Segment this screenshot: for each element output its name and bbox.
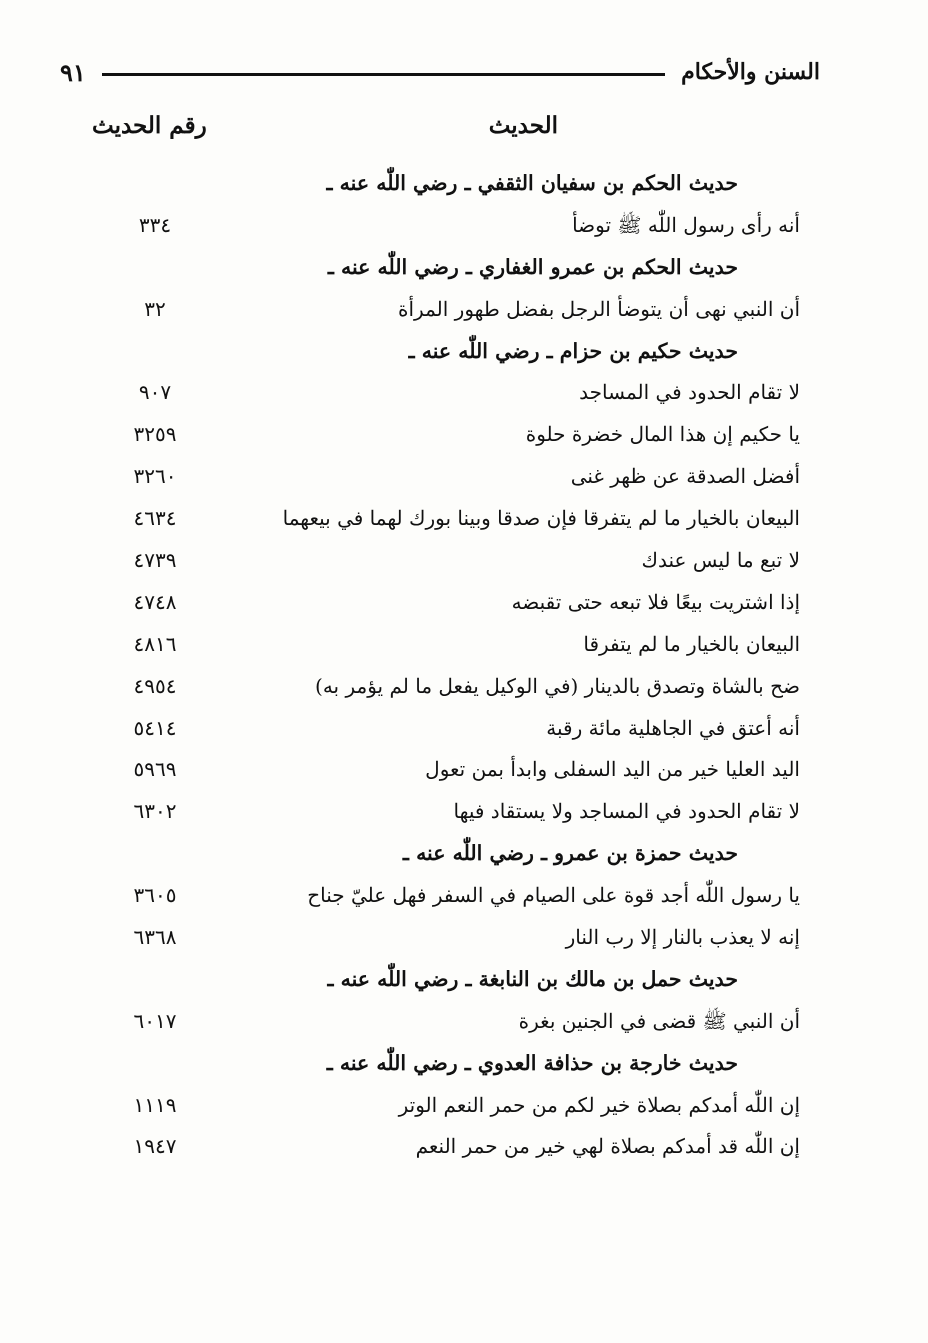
hadith-text: إن اللّٰه قد أمدكم بصلاة لهي خير من حمر النعم [415, 1134, 800, 1159]
hadith-row [0, 748, 928, 790]
section-heading: حديث حمزة بن عمرو ـ رضي اللّٰه عنه ـ [402, 841, 738, 866]
hadith-text: أن النبي ﷺ قضى في الجنين بغرة [518, 1008, 800, 1033]
hadith-row [0, 1125, 928, 1167]
hadith-number: ٤٧٣٩ [133, 548, 177, 573]
section-heading: حديث الحكم بن سفيان الثقفي ـ رضي اللّٰه عنه ـ [326, 171, 738, 195]
hadith-text: أفضل الصدقة عن ظهر غنى [570, 464, 800, 489]
hadith-text: إنه لا يعذب بالنار إلا رب النار [565, 925, 800, 950]
hadith-number: ٤٧٤٨ [133, 589, 177, 614]
hadith-row [0, 790, 928, 832]
hadith-number: ٤٦٣٤ [133, 506, 177, 531]
hadith-row [0, 665, 928, 707]
hadith-row [0, 288, 928, 330]
section-heading-row [0, 162, 928, 204]
hadith-row [0, 539, 928, 581]
hadith-row [0, 204, 928, 246]
hadith-text: ضح بالشاة وتصدق بالدينار (في الوكيل يفعل ما لم يؤمر به) [315, 673, 800, 698]
hadith-text: يا رسول اللّٰه أجد قوة على الصيام في السفر فهل عليّ جناح [307, 883, 800, 908]
hadith-text: لا تقام الحدود في المساجد ولا يستقاد فيها [453, 799, 800, 824]
hadith-text: إن اللّٰه أمدكم بصلاة خير لكم من حمر النعم الوتر [398, 1092, 800, 1117]
hadith-number: ٣٢ [144, 296, 166, 321]
hadith-row [0, 497, 928, 539]
section-heading-row [0, 958, 928, 1000]
section-heading-row [0, 330, 928, 372]
hadith-number: ٦٠١٧ [133, 1008, 177, 1033]
hadith-row [0, 1000, 928, 1042]
hadith-text: يا حكيم إن هذا المال خضرة حلوة [525, 422, 800, 447]
section-heading-row [0, 832, 928, 874]
hadith-number: ٣٢٥٩ [133, 422, 177, 447]
hadith-text: البيعان بالخيار ما لم يتفرقا فإن صدقا وبينا بورك لهما في بيعهما [282, 506, 800, 531]
section-heading: حديث الحكم بن عمرو الغفاري ـ رضي اللّٰه عنه ـ [327, 254, 738, 279]
hadith-text: أنه رأى رسول اللّٰه ﷺ توضأ [572, 212, 800, 237]
section-heading: حديث خارجة بن حذافة العدوي ـ رضي اللّٰه عنه ـ [326, 1050, 738, 1075]
column-header-number: رقم الحديث [92, 112, 207, 139]
hadith-text: لا تقام الحدود في المساجد [579, 380, 800, 405]
section-heading-row [0, 246, 928, 288]
header-rule [102, 73, 665, 76]
hadith-number: ٥٤١٤ [133, 715, 177, 740]
hadith-text: البيعان بالخيار ما لم يتفرقا [583, 631, 800, 656]
hadith-number: ١١١٩ [133, 1092, 177, 1117]
hadith-row [0, 623, 928, 665]
hadith-row [0, 707, 928, 749]
hadith-text: إذا اشتريت بيعًا فلا تبعه حتى تقبضه [511, 589, 800, 614]
hadith-number: ٤٨١٦ [133, 631, 177, 656]
hadith-row [0, 371, 928, 413]
hadith-row [0, 455, 928, 497]
hadith-number: ٦٣٦٨ [133, 925, 177, 950]
hadith-number: ٣٢٦٠ [133, 464, 177, 489]
page-number: ٩١ [60, 57, 86, 87]
hadith-number: ٤٩٥٤ [133, 673, 177, 698]
hadith-text: أنه أعتق في الجاهلية مائة رقبة [546, 715, 800, 740]
section-heading-row [0, 1042, 928, 1084]
hadith-number: ١٩٤٧ [133, 1134, 177, 1159]
section-heading: حديث حكيم بن حزام ـ رضي اللّٰه عنه ـ [408, 338, 738, 363]
section-heading: حديث حمل بن مالك بن النابغة ـ رضي اللّٰه عنه ـ [327, 966, 738, 991]
column-header-hadith: الحديث [488, 112, 558, 139]
hadith-row [0, 916, 928, 958]
running-header [60, 52, 820, 92]
hadith-number: ٩٠٧ [138, 380, 172, 405]
hadith-text: أن النبي نهى أن يتوضأ الرجل بفضل طهور المرأة [398, 296, 800, 321]
hadith-row [0, 1084, 928, 1126]
running-title: السنن والأحكام [681, 59, 820, 85]
hadith-number: ٣٦٠٥ [133, 883, 177, 908]
hadith-number: ٦٣٠٢ [133, 799, 177, 824]
hadith-text: اليد العليا خير من اليد السفلى وابدأ بمن تعول [425, 757, 800, 782]
hadith-text: لا تبع ما ليس عندك [641, 548, 800, 573]
hadith-row [0, 874, 928, 916]
hadith-number: ٣٣٤ [138, 212, 172, 237]
hadith-number: ٥٩٦٩ [133, 757, 177, 782]
hadith-row [0, 581, 928, 623]
hadith-row [0, 413, 928, 455]
hadith-index-list [0, 162, 928, 1167]
